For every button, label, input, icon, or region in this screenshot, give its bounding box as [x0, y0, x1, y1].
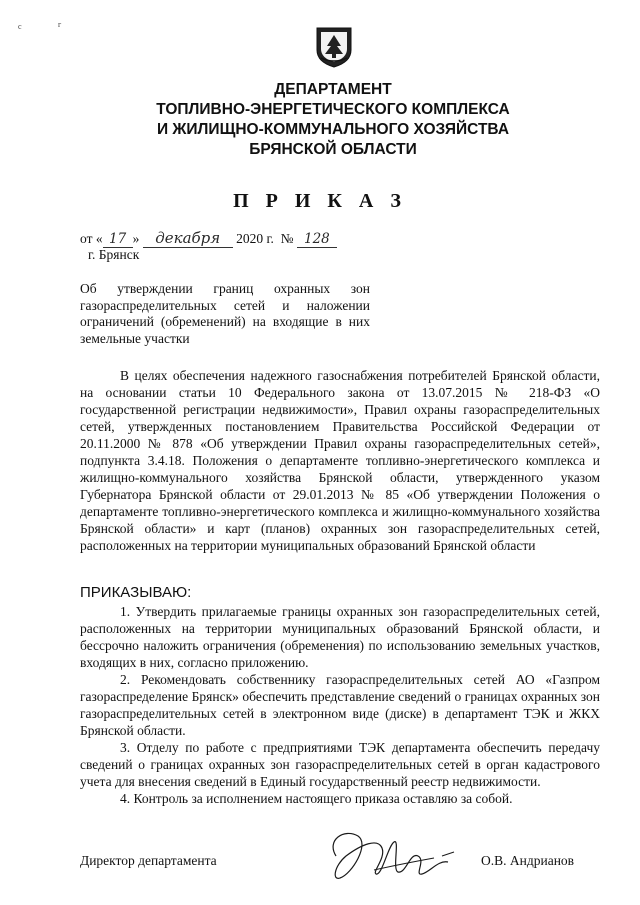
order-word: ПРИКАЗЫВАЮ:	[80, 584, 192, 601]
date-month: декабря	[143, 229, 233, 248]
department-header	[120, 80, 546, 160]
document-title: П Р И К А З	[233, 190, 407, 212]
order-subject: Об утверждении границ охранных зон газораспределительных сетей и наложении ограничений (обременений) на входящие в них земельные участки	[80, 281, 370, 346]
coat-of-arms-icon	[315, 24, 353, 68]
order-items	[80, 603, 600, 807]
city: г. Брянск	[88, 247, 140, 262]
handwritten-signature	[322, 826, 462, 884]
margin-mark: г	[58, 20, 62, 29]
number-label: №	[280, 231, 294, 246]
order-item: 4. Контроль за исполнением настоящего приказа оставляю за собой.	[120, 791, 513, 806]
order-item: 1. Утвердить прилагаемые границы охранных зон газораспределительных сетей, расположенных на территории муниципальных образований Брянской области, и бессрочно наложить ограничения (обременения) по использованию земельных участков, входящих в них, согласно приложению.	[80, 604, 600, 670]
order-item: 2. Рекомендовать собственнику газораспределительных сетей АО «Газпром газораспределение Брянск» обеспечить представление сведений о границах охранных зон газораспределительных сетей в электронном виде (диске) в департамент ТЭК и ЖКХ Брянской области.	[80, 672, 600, 738]
date-year: 2020 г.	[236, 231, 274, 246]
date-prefix: от «	[80, 231, 103, 246]
header-line: И ЖИЛИЩНО-КОММУНАЛЬНОГО ХОЗЯЙСТВА	[156, 121, 510, 138]
header-line: ДЕПАРТАМЕНТ	[274, 81, 392, 98]
order-item: 3. Отделу по работе с предприятиями ТЭК департамента обеспечить передачу сведений о границах охранных зон газораспределительных сетей в орган кадастрового учета для внесения сведений в Единый государственный реестр недвижимости.	[80, 740, 600, 789]
signatory-position: Директор департамента	[80, 853, 217, 868]
header-line: БРЯНСКОЙ ОБЛАСТИ	[249, 141, 417, 158]
margin-mark: с	[18, 22, 22, 31]
header-line: ТОПЛИВНО-ЭНЕРГЕТИЧЕСКОГО КОМПЛЕКСА	[156, 101, 510, 118]
signatory-name: О.В. Андрианов	[481, 853, 575, 868]
date-mid: »	[132, 231, 140, 246]
order-number: 128	[297, 231, 337, 248]
date-number-line	[80, 229, 337, 248]
date-day: 17	[103, 231, 133, 248]
preamble-paragraph: В целях обеспечения надежного газоснабжения потребителей Брянской области, на основании статьи 10 Федерального закона от 13.07.2015 № 218-ФЗ «О государственной регистрации недвижимости», Правил охраны газораспределительных сетей, утвержденных постановлением Правительства Российской Федерации от 20.11.2000 № 878 «Об утверждении Правил охраны газораспределительных сетей», подпункта 3.4.18. Положения о департаменте топливно-энергетического комплекса и жилищно-коммунального хозяйства Брянской области, утвержденного указом Губернатора Брянской области от 29.01.2013 № 85 «Об утверждении Положения о департаменте топливно-энергетического комплекса и жилищно-коммунального хозяйства Брянской области» и карт (планов) охранных зон газораспределительных сетей, расположенных на территории муниципальных образований Брянской области	[80, 368, 600, 553]
